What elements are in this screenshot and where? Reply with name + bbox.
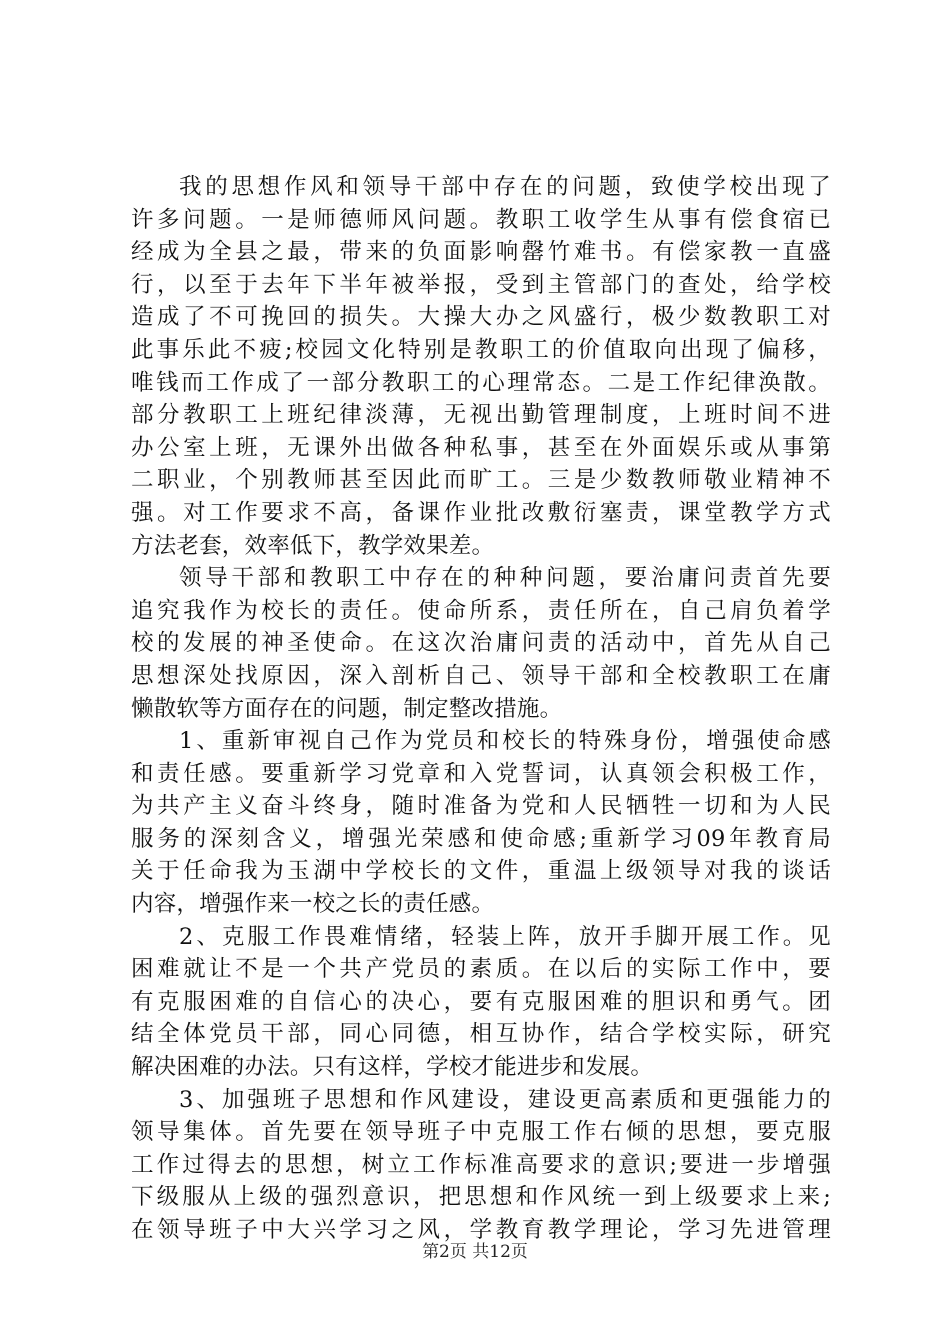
text-line: 领导集体。首先要在领导班子中克服工作右倾的思想，要克服	[131, 1119, 831, 1146]
text-line: 我的思想作风和领导干部中存在的问题，致使学校出现了	[179, 174, 831, 200]
text-line: 和责任感。要重新学习党章和入党誓词，认真领会积极工作，	[131, 760, 831, 787]
text-line: 内容，增强作来一校之长的责任感。	[131, 891, 495, 918]
text-line: 下级服从上级的强烈意识，把思想和作风统一到上级要求上来;	[131, 1184, 831, 1211]
text-line: 许多问题。一是师德师风问题。教职工收学生从事有偿食宿已	[131, 206, 831, 233]
text-line: 二职业，个别教师甚至因此而旷工。三是少数教师敬业精神不	[131, 467, 831, 494]
page-indicator: 第2页 共12页	[422, 1242, 528, 1262]
text-line: 经成为全县之最，带来的负面影响罄竹难书。有偿家教一直盛	[131, 239, 831, 266]
text-line: 思想深处找原因，深入剖析自己、领导干部和全校教职工在庸	[131, 662, 831, 689]
text-line: 有克服困难的自信心的决心，要有克服困难的胆识和勇气。团	[131, 988, 831, 1015]
text-line: 1、重新审视自己作为党员和校长的特殊身份，增强使命感	[179, 728, 831, 755]
text-line: 造成了不可挽回的损失。大操大办之风盛行，极少数教职工对	[131, 304, 831, 331]
text-line: 领导干部和教职工中存在的种种问题，要治庸问责首先要	[179, 565, 831, 592]
text-line: 方法老套，效率低下，教学效果差。	[131, 532, 495, 559]
text-line: 强。对工作要求不高，备课作业批改敷衍塞责，课堂教学方式	[131, 499, 831, 526]
text-line: 结全体党员干部，同心同德，相互协作，结合学校实际，研究	[131, 1021, 831, 1048]
text-line: 校的发展的神圣使命。在这次治庸问责的活动中，首先从自己	[131, 630, 831, 657]
text-line: 唯钱而工作成了一部分教职工的心理常态。二是工作纪律涣散。	[131, 369, 831, 396]
text-line: 3、加强班子思想和作风建设，建设更高素质和更强能力的	[179, 1086, 831, 1113]
document-body	[131, 171, 831, 1247]
text-line: 为共产主义奋斗终身，随时准备为党和人民牺牲一切和为人民	[131, 793, 831, 820]
text-line: 在领导班子中大兴学习之风，学教育教学理论，学习先进管理	[131, 1217, 831, 1243]
page-footer	[0, 1240, 950, 1264]
text-line: 部分教职工上班纪律淡薄，无视出勤管理制度，上班时间不进	[131, 402, 831, 429]
text-line: 办公室上班，无课外出做各种私事，甚至在外面娱乐或从事第	[131, 434, 831, 461]
text-line: 追究我作为校长的责任。使命所系，责任所在，自己肩负着学	[131, 597, 831, 624]
text-line: 懒散软等方面存在的问题，制定整改措施。	[131, 695, 563, 722]
text-line: 困难就让不是一个共产党员的素质。在以后的实际工作中，要	[131, 956, 831, 983]
text-line: 此事乐此不疲;校园文化特别是教职工的价值取向出现了偏移，	[131, 336, 831, 363]
text-line: 关于任命我为玉湖中学校长的文件，重温上级领导对我的谈话	[131, 858, 831, 885]
text-line: 工作过得去的思想，树立工作标准高要求的意识;要进一步增强	[131, 1151, 831, 1178]
text-line: 服务的深刻含义，增强光荣感和使命感;重新学习09年教育局	[131, 825, 831, 852]
text-line: 解决困难的办法。只有这样，学校才能进步和发展。	[131, 1054, 654, 1081]
text-line: 2、克服工作畏难情绪，轻装上阵，放开手脚开展工作。见	[179, 923, 831, 950]
text-line: 行，以至于去年下半年被举报，受到主管部门的查处，给学校	[131, 271, 831, 298]
